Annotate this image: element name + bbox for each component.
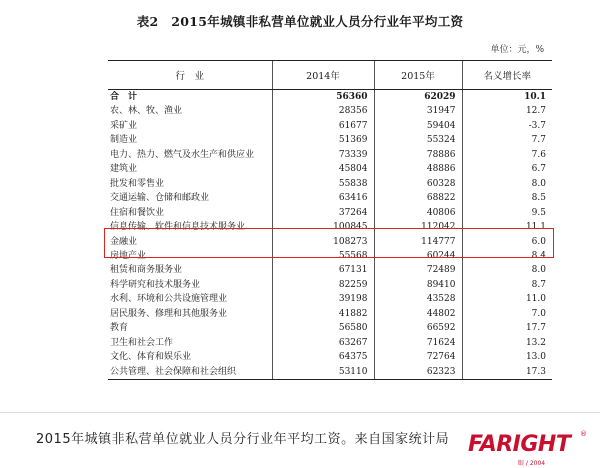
cell-growth: 12.7 — [462, 104, 552, 118]
cell-2014: 63267 — [272, 336, 374, 350]
cell-growth: 9.5 — [462, 206, 552, 220]
cell-growth: 7.0 — [462, 307, 552, 321]
cell-2014: 67131 — [272, 263, 374, 277]
table-row — [108, 177, 552, 191]
cell-2015: 55324 — [374, 133, 462, 147]
cell-2015: 66592 — [374, 321, 462, 335]
cell-2014: 56580 — [272, 321, 374, 335]
cell-2015: 62323 — [374, 365, 462, 380]
cell-industry: 租赁和商务服务业 — [110, 265, 183, 276]
fareast-logo — [468, 432, 588, 466]
cell-2014: 55838 — [272, 177, 374, 191]
cell-2015: 62029 — [374, 90, 462, 105]
cell-industry: 信息传输、软件和信息技术服务业 — [110, 222, 246, 233]
cell-2014: 39198 — [272, 292, 374, 306]
cell-industry: 卫生和社会工作 — [110, 337, 174, 348]
cell-industry: 电力、热力、燃气及水生产和供应业 — [110, 149, 255, 160]
cell-2015: 71624 — [374, 336, 462, 350]
cell-2015: 112042 — [374, 220, 462, 234]
cell-growth: 8.5 — [462, 191, 552, 205]
table-row — [108, 206, 552, 220]
table-row — [108, 307, 552, 321]
cell-2014: 63416 — [272, 191, 374, 205]
table-row — [108, 365, 552, 380]
cell-2014: 61677 — [272, 119, 374, 133]
header-industry: 行 业 — [108, 61, 272, 90]
cell-growth: 6.0 — [462, 235, 552, 249]
table-row — [108, 278, 552, 292]
cell-industry: 公共管理、社会保障和社会组织 — [108, 365, 272, 380]
table-header-row — [108, 61, 552, 90]
cell-growth: 11.0 — [462, 292, 552, 306]
cell-growth: 8.7 — [462, 278, 552, 292]
logo-wordmark: FARIGHT — [468, 432, 571, 457]
cell-industry: 交通运输、仓储和邮政业 — [110, 193, 210, 204]
cell-growth: 8.4 — [462, 249, 552, 263]
cell-industry: 合 计 — [110, 92, 138, 102]
cell-2014: 41882 — [272, 307, 374, 321]
cell-2015: 68822 — [374, 191, 462, 205]
cell-industry: 金融业 — [110, 236, 138, 247]
cell-2015: 31947 — [374, 104, 462, 118]
table-row — [108, 350, 552, 364]
cell-growth: 6.7 — [462, 162, 552, 176]
cell-industry: 水利、环境和公共设施管理业 — [110, 294, 228, 305]
cell-2014: 53110 — [272, 365, 374, 380]
cell-2014: 82259 — [272, 278, 374, 292]
cell-2014: 51369 — [272, 133, 374, 147]
table-row — [108, 263, 552, 277]
cell-growth: 10.1 — [462, 90, 552, 105]
cell-growth: 13.2 — [462, 336, 552, 350]
cell-growth: 8.0 — [462, 263, 552, 277]
cell-industry: 制造业 — [110, 135, 138, 146]
cell-industry: 批发和零售业 — [110, 178, 165, 189]
cell-industry: 科学研究和技术服务业 — [110, 279, 201, 290]
cell-industry: 采矿业 — [110, 120, 138, 131]
cell-2014: 45804 — [272, 162, 374, 176]
cell-industry: 房地产业 — [110, 250, 147, 261]
cell-2015: 114777 — [374, 235, 462, 249]
unit-note: 单位：元，% — [490, 45, 544, 55]
caption-divider — [0, 412, 600, 413]
cell-industry: 住宿和餐饮业 — [110, 207, 165, 218]
cell-2014: 28356 — [272, 104, 374, 118]
cell-2015: 44802 — [374, 307, 462, 321]
table-row — [108, 133, 552, 147]
table-row — [108, 336, 552, 350]
cell-industry: 文化、体育和娱乐业 — [110, 352, 192, 363]
table-row — [108, 119, 552, 133]
cell-2014: 108273 — [272, 235, 374, 249]
cell-growth: 17.7 — [462, 321, 552, 335]
logo-subtext: 眼 / 2004 — [518, 460, 546, 467]
table-row — [108, 104, 552, 118]
table-row — [108, 321, 552, 335]
cell-2014: 56360 — [272, 90, 374, 105]
cell-2015: 78886 — [374, 148, 462, 162]
cell-industry: 居民服务、修理和其他服务业 — [110, 308, 228, 319]
cell-2015: 48886 — [374, 162, 462, 176]
highlight-box — [104, 228, 554, 258]
cell-2014: 100845 — [272, 220, 374, 234]
header-growth: 名义增长率 — [462, 61, 552, 90]
header-2014: 2014年 — [272, 61, 374, 90]
table-row — [108, 148, 552, 162]
cell-growth: 11.1 — [462, 220, 552, 234]
header-2015: 2015年 — [374, 61, 462, 90]
cell-2014: 64375 — [272, 350, 374, 364]
table-row — [108, 191, 552, 205]
registered-mark: ® — [580, 430, 587, 438]
cell-growth: 8.0 — [462, 177, 552, 191]
cell-2014: 73339 — [272, 148, 374, 162]
document-title: 表2 2015年城镇非私营单位就业人员分行业年平均工资 — [136, 14, 464, 29]
cell-2015: 89410 — [374, 278, 462, 292]
cell-2014: 55568 — [272, 249, 374, 263]
cell-2015: 40806 — [374, 206, 462, 220]
cell-2015: 43528 — [374, 292, 462, 306]
wage-table — [108, 60, 552, 380]
cell-2014: 37264 — [272, 206, 374, 220]
cell-growth: 17.3 — [462, 365, 552, 380]
cell-industry: 教育 — [110, 323, 129, 334]
cell-2015: 59404 — [374, 119, 462, 133]
cell-growth: 7.7 — [462, 133, 552, 147]
cell-industry: 农、林、牧、渔业 — [110, 106, 183, 117]
cell-growth: -3.7 — [462, 119, 552, 133]
cell-industry: 建筑业 — [110, 164, 138, 175]
table-row — [108, 90, 552, 105]
cell-2015: 72764 — [374, 350, 462, 364]
image-caption: 2015年城镇非私营单位就业人员分行业年平均工资。来自国家统计局 — [36, 432, 450, 447]
cell-growth: 13.0 — [462, 350, 552, 364]
cell-growth: 7.6 — [462, 148, 552, 162]
cell-2015: 60244 — [374, 249, 462, 263]
cell-2015: 72489 — [374, 263, 462, 277]
table-row — [108, 162, 552, 176]
cell-2015: 60328 — [374, 177, 462, 191]
table-row — [108, 292, 552, 306]
